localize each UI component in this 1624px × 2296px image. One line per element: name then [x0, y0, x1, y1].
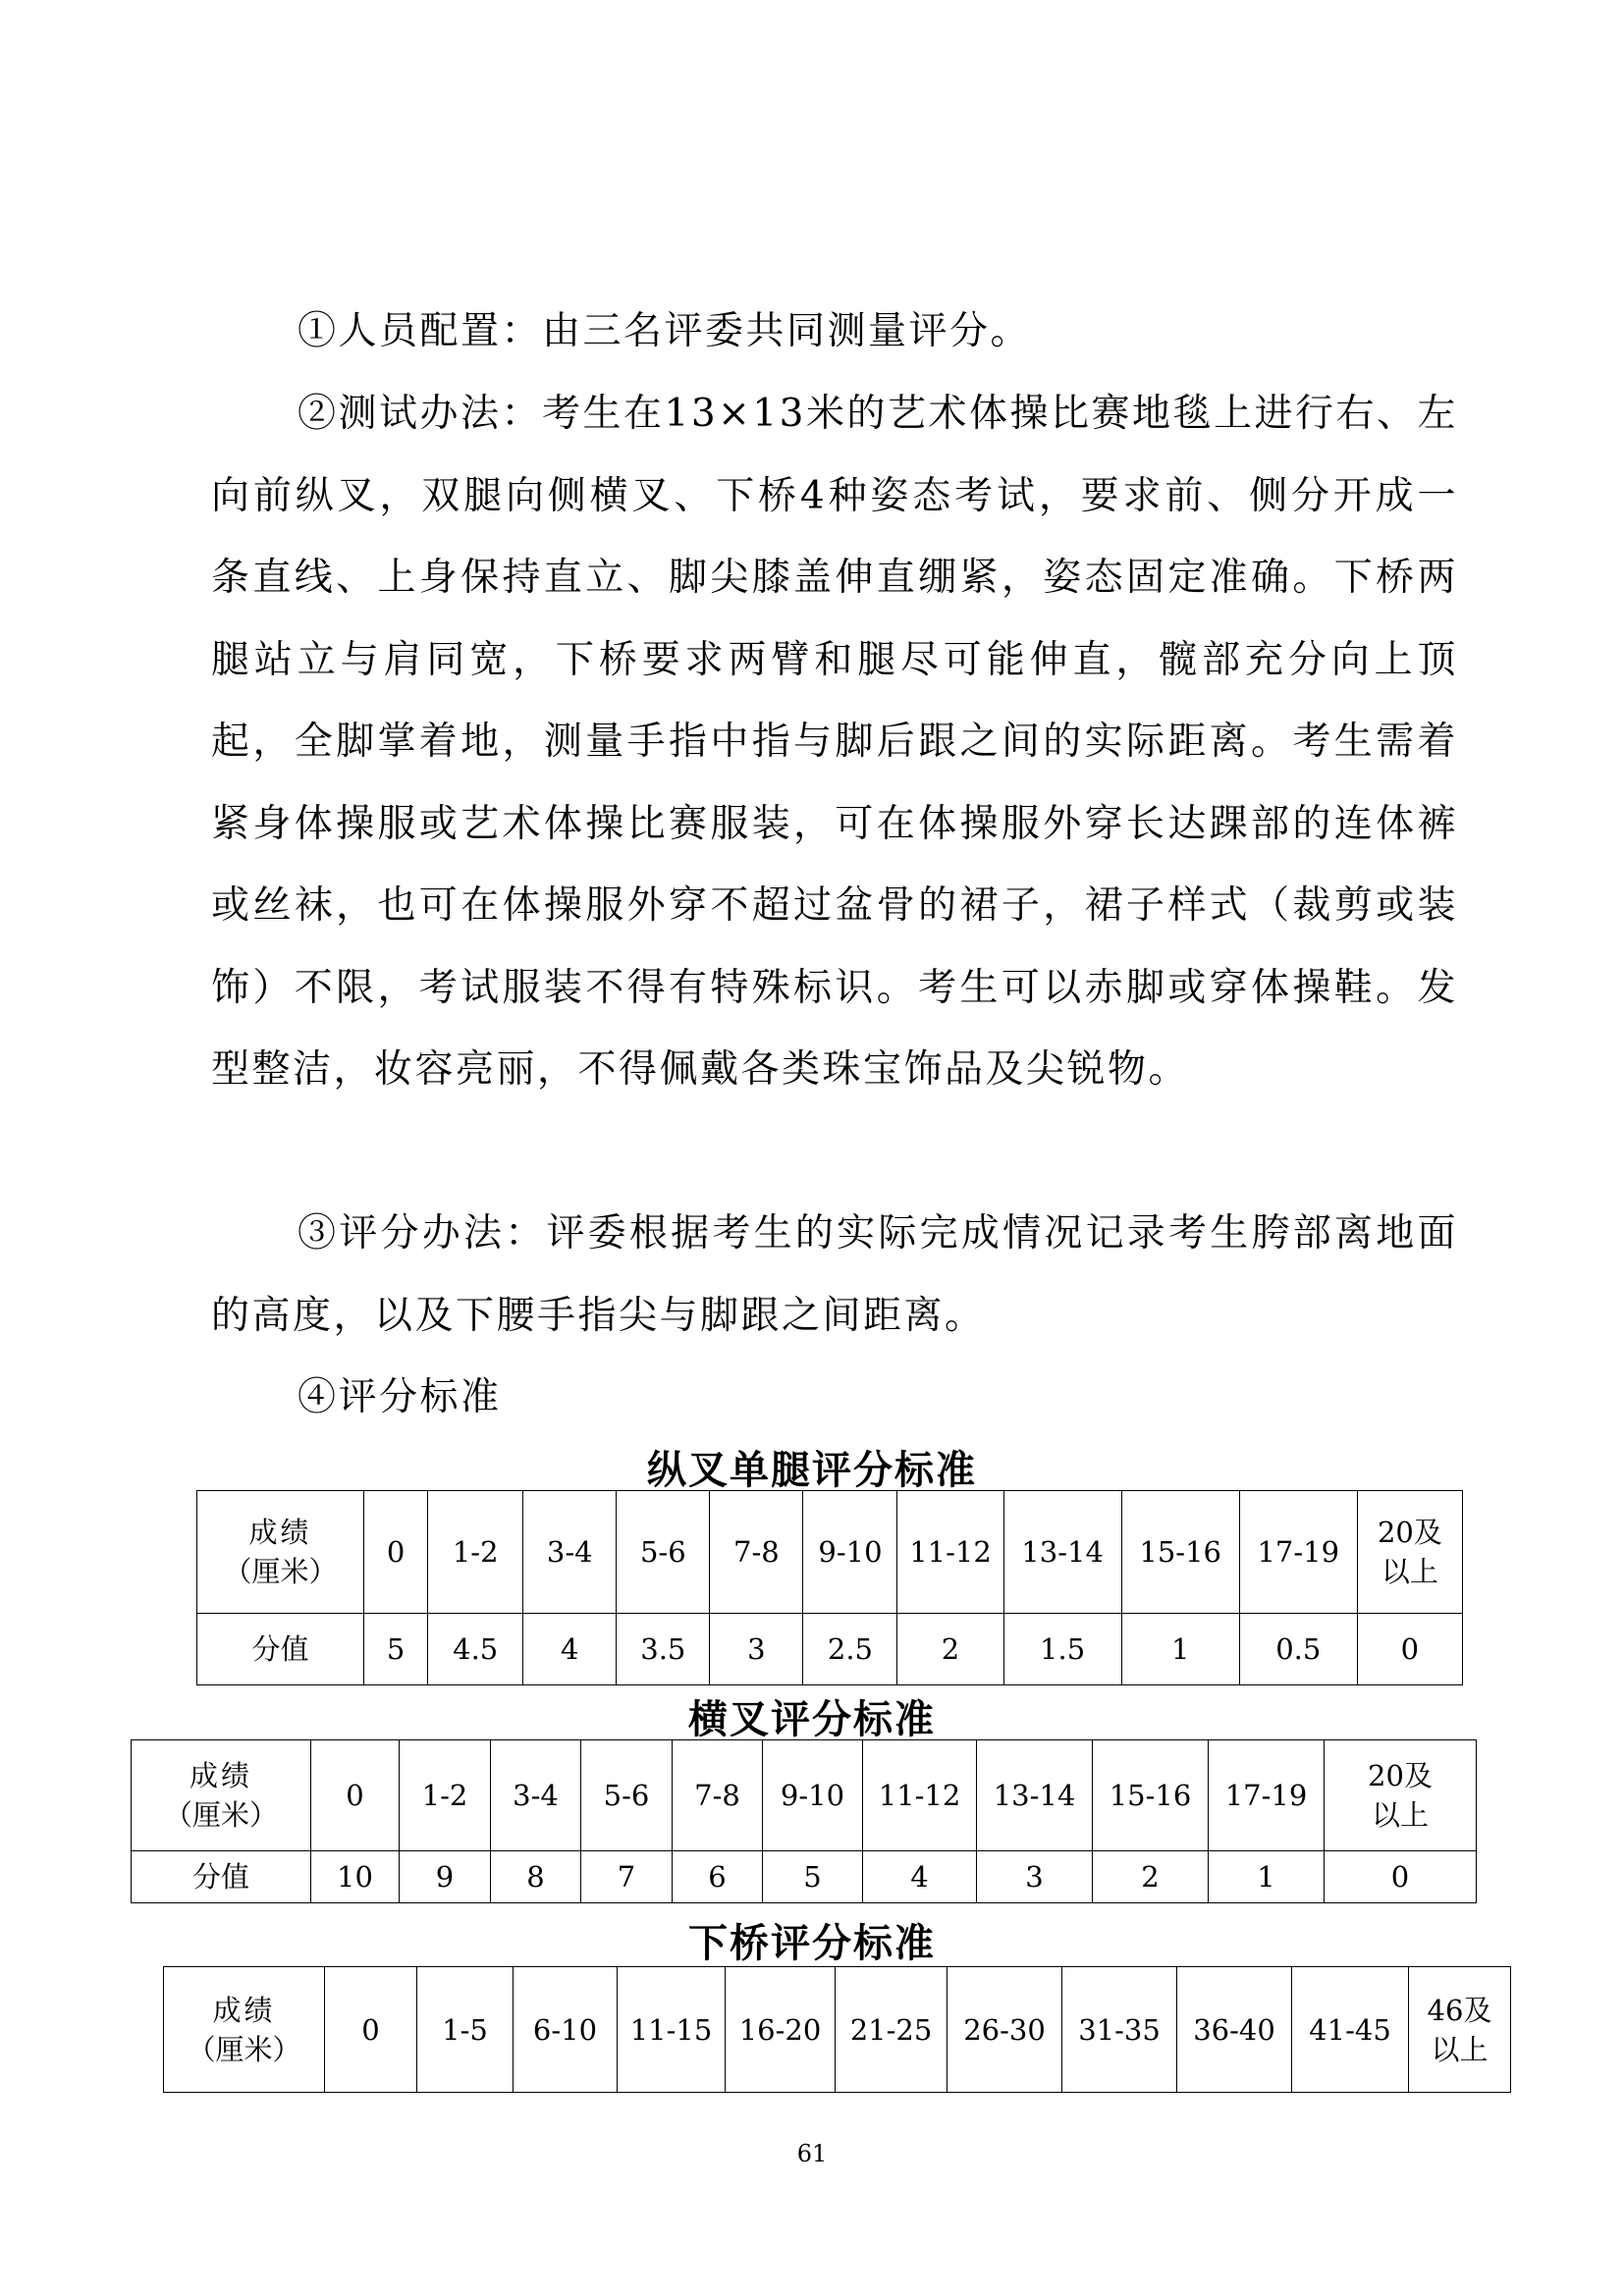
score-cell: 1: [1209, 1851, 1325, 1903]
paragraph-scoring-standard: ④评分标准: [298, 1375, 502, 1419]
range-cell: 9-10: [763, 1740, 863, 1851]
range-cell: 26-30: [947, 1967, 1062, 2093]
score-cell: 7: [581, 1851, 673, 1903]
range-cell: 15-16: [1093, 1740, 1209, 1851]
row-label-points: 分值: [132, 1851, 311, 1903]
range-cell: 7-8: [710, 1491, 803, 1614]
range-cell: 1-2: [400, 1740, 491, 1851]
score-cell: 2.5: [803, 1614, 897, 1685]
row-label-score: 成绩 （厘米）: [164, 1967, 325, 2093]
range-cell: 13-14: [977, 1740, 1093, 1851]
range-cell: 3-4: [523, 1491, 617, 1614]
range-cell: 11-12: [863, 1740, 977, 1851]
score-cell: 9: [400, 1851, 491, 1903]
range-cell: 9-10: [803, 1491, 897, 1614]
range-cell: 6-10: [514, 1967, 618, 2093]
range-cell-last: 20及 以上: [1357, 1491, 1462, 1614]
table-row: [132, 1740, 1477, 1851]
table-title-bridge: 下桥评分标准: [688, 1921, 936, 1966]
score-cell: 3: [977, 1851, 1093, 1903]
range-cell-last: 20及 以上: [1325, 1740, 1477, 1851]
score-cell: 4.5: [428, 1614, 523, 1685]
paragraph-scoring-method: ③评分办法：评委根据考生的实际完成情况记录考生胯部离地面的高度，以及下腰手指尖与脚跟之间距离。: [211, 1211, 1458, 1338]
score-cell: 1: [1121, 1614, 1239, 1685]
range-cell: 17-19: [1239, 1491, 1357, 1614]
score-cell: 5: [364, 1614, 428, 1685]
range-cell: 5-6: [617, 1491, 710, 1614]
table-title-side-split: 横叉评分标准: [688, 1697, 936, 1742]
range-cell: 17-19: [1209, 1740, 1325, 1851]
table-split-single-leg: [196, 1490, 1463, 1685]
paragraph-test-method: ②测试办法：考生在13×13米的艺术体操比赛地毯上进行右、左向前纵叉，双腿向侧横叉、下桥4种姿态考试，要求前、侧分开成一条直线、上身保持直立、脚尖膝盖伸直绷紧，姿态固定准确。下桥两腿站立与肩同宽，下桥要求两臂和腿尽可能伸直，髋部充分向上顶起，全脚掌着地，测量手指中指与脚后跟之间的实际距离。考生需着紧身体操服或艺术体操比赛服装，可在体操服外穿长达踝部的连体裤或丝袜，也可在体操服外穿不超过盆骨的裙子，裙子样式（裁剪或装饰）不限，考试服装不得有特殊标识。考生可以赤脚或穿体操鞋。发型整洁，妆容亮丽，不得佩戴各类珠宝饰品及尖锐物。: [211, 392, 1458, 1092]
range-cell: 21-25: [836, 1967, 947, 2093]
score-cell: 2: [897, 1614, 1003, 1685]
score-cell: 0: [1325, 1851, 1477, 1903]
table-bridge: [163, 1966, 1511, 2093]
range-cell-last: 46及 以上: [1409, 1967, 1511, 2093]
range-cell: 11-12: [897, 1491, 1003, 1614]
table-row: [132, 1851, 1477, 1903]
score-cell: 6: [673, 1851, 763, 1903]
range-cell: 0: [325, 1967, 417, 2093]
range-cell: 16-20: [726, 1967, 836, 2093]
range-cell: 1-2: [428, 1491, 523, 1614]
range-cell: 0: [311, 1740, 400, 1851]
range-cell: 5-6: [581, 1740, 673, 1851]
range-cell: 41-45: [1292, 1967, 1409, 2093]
range-cell: 3-4: [491, 1740, 581, 1851]
range-cell: 1-5: [417, 1967, 514, 2093]
score-cell: 3: [710, 1614, 803, 1685]
range-cell: 13-14: [1003, 1491, 1121, 1614]
range-cell: 11-15: [618, 1967, 726, 2093]
score-cell: 3.5: [617, 1614, 710, 1685]
score-cell: 10: [311, 1851, 400, 1903]
score-cell: 0.5: [1239, 1614, 1357, 1685]
table-row: [164, 1967, 1511, 2093]
row-label-score: 成绩 （厘米）: [132, 1740, 311, 1851]
score-cell: 0: [1357, 1614, 1462, 1685]
range-cell: 31-35: [1062, 1967, 1177, 2093]
table-row: [197, 1491, 1463, 1614]
range-cell: 15-16: [1121, 1491, 1239, 1614]
score-cell: 8: [491, 1851, 581, 1903]
table-row: [197, 1614, 1463, 1685]
row-label-score: 成绩 （厘米）: [197, 1491, 364, 1614]
table-title-split-single-leg: 纵叉单腿评分标准: [647, 1448, 977, 1493]
paragraph-staffing: ①人员配置：由三名评委共同测量评分。: [298, 309, 1032, 353]
score-cell: 4: [863, 1851, 977, 1903]
score-cell: 5: [763, 1851, 863, 1903]
range-cell: 7-8: [673, 1740, 763, 1851]
range-cell: 0: [364, 1491, 428, 1614]
row-label-points: 分值: [197, 1614, 364, 1685]
score-cell: 2: [1093, 1851, 1209, 1903]
table-side-split: [131, 1739, 1477, 1903]
page-number: 61: [796, 2140, 828, 2167]
score-cell: 1.5: [1003, 1614, 1121, 1685]
score-cell: 4: [523, 1614, 617, 1685]
range-cell: 36-40: [1177, 1967, 1292, 2093]
